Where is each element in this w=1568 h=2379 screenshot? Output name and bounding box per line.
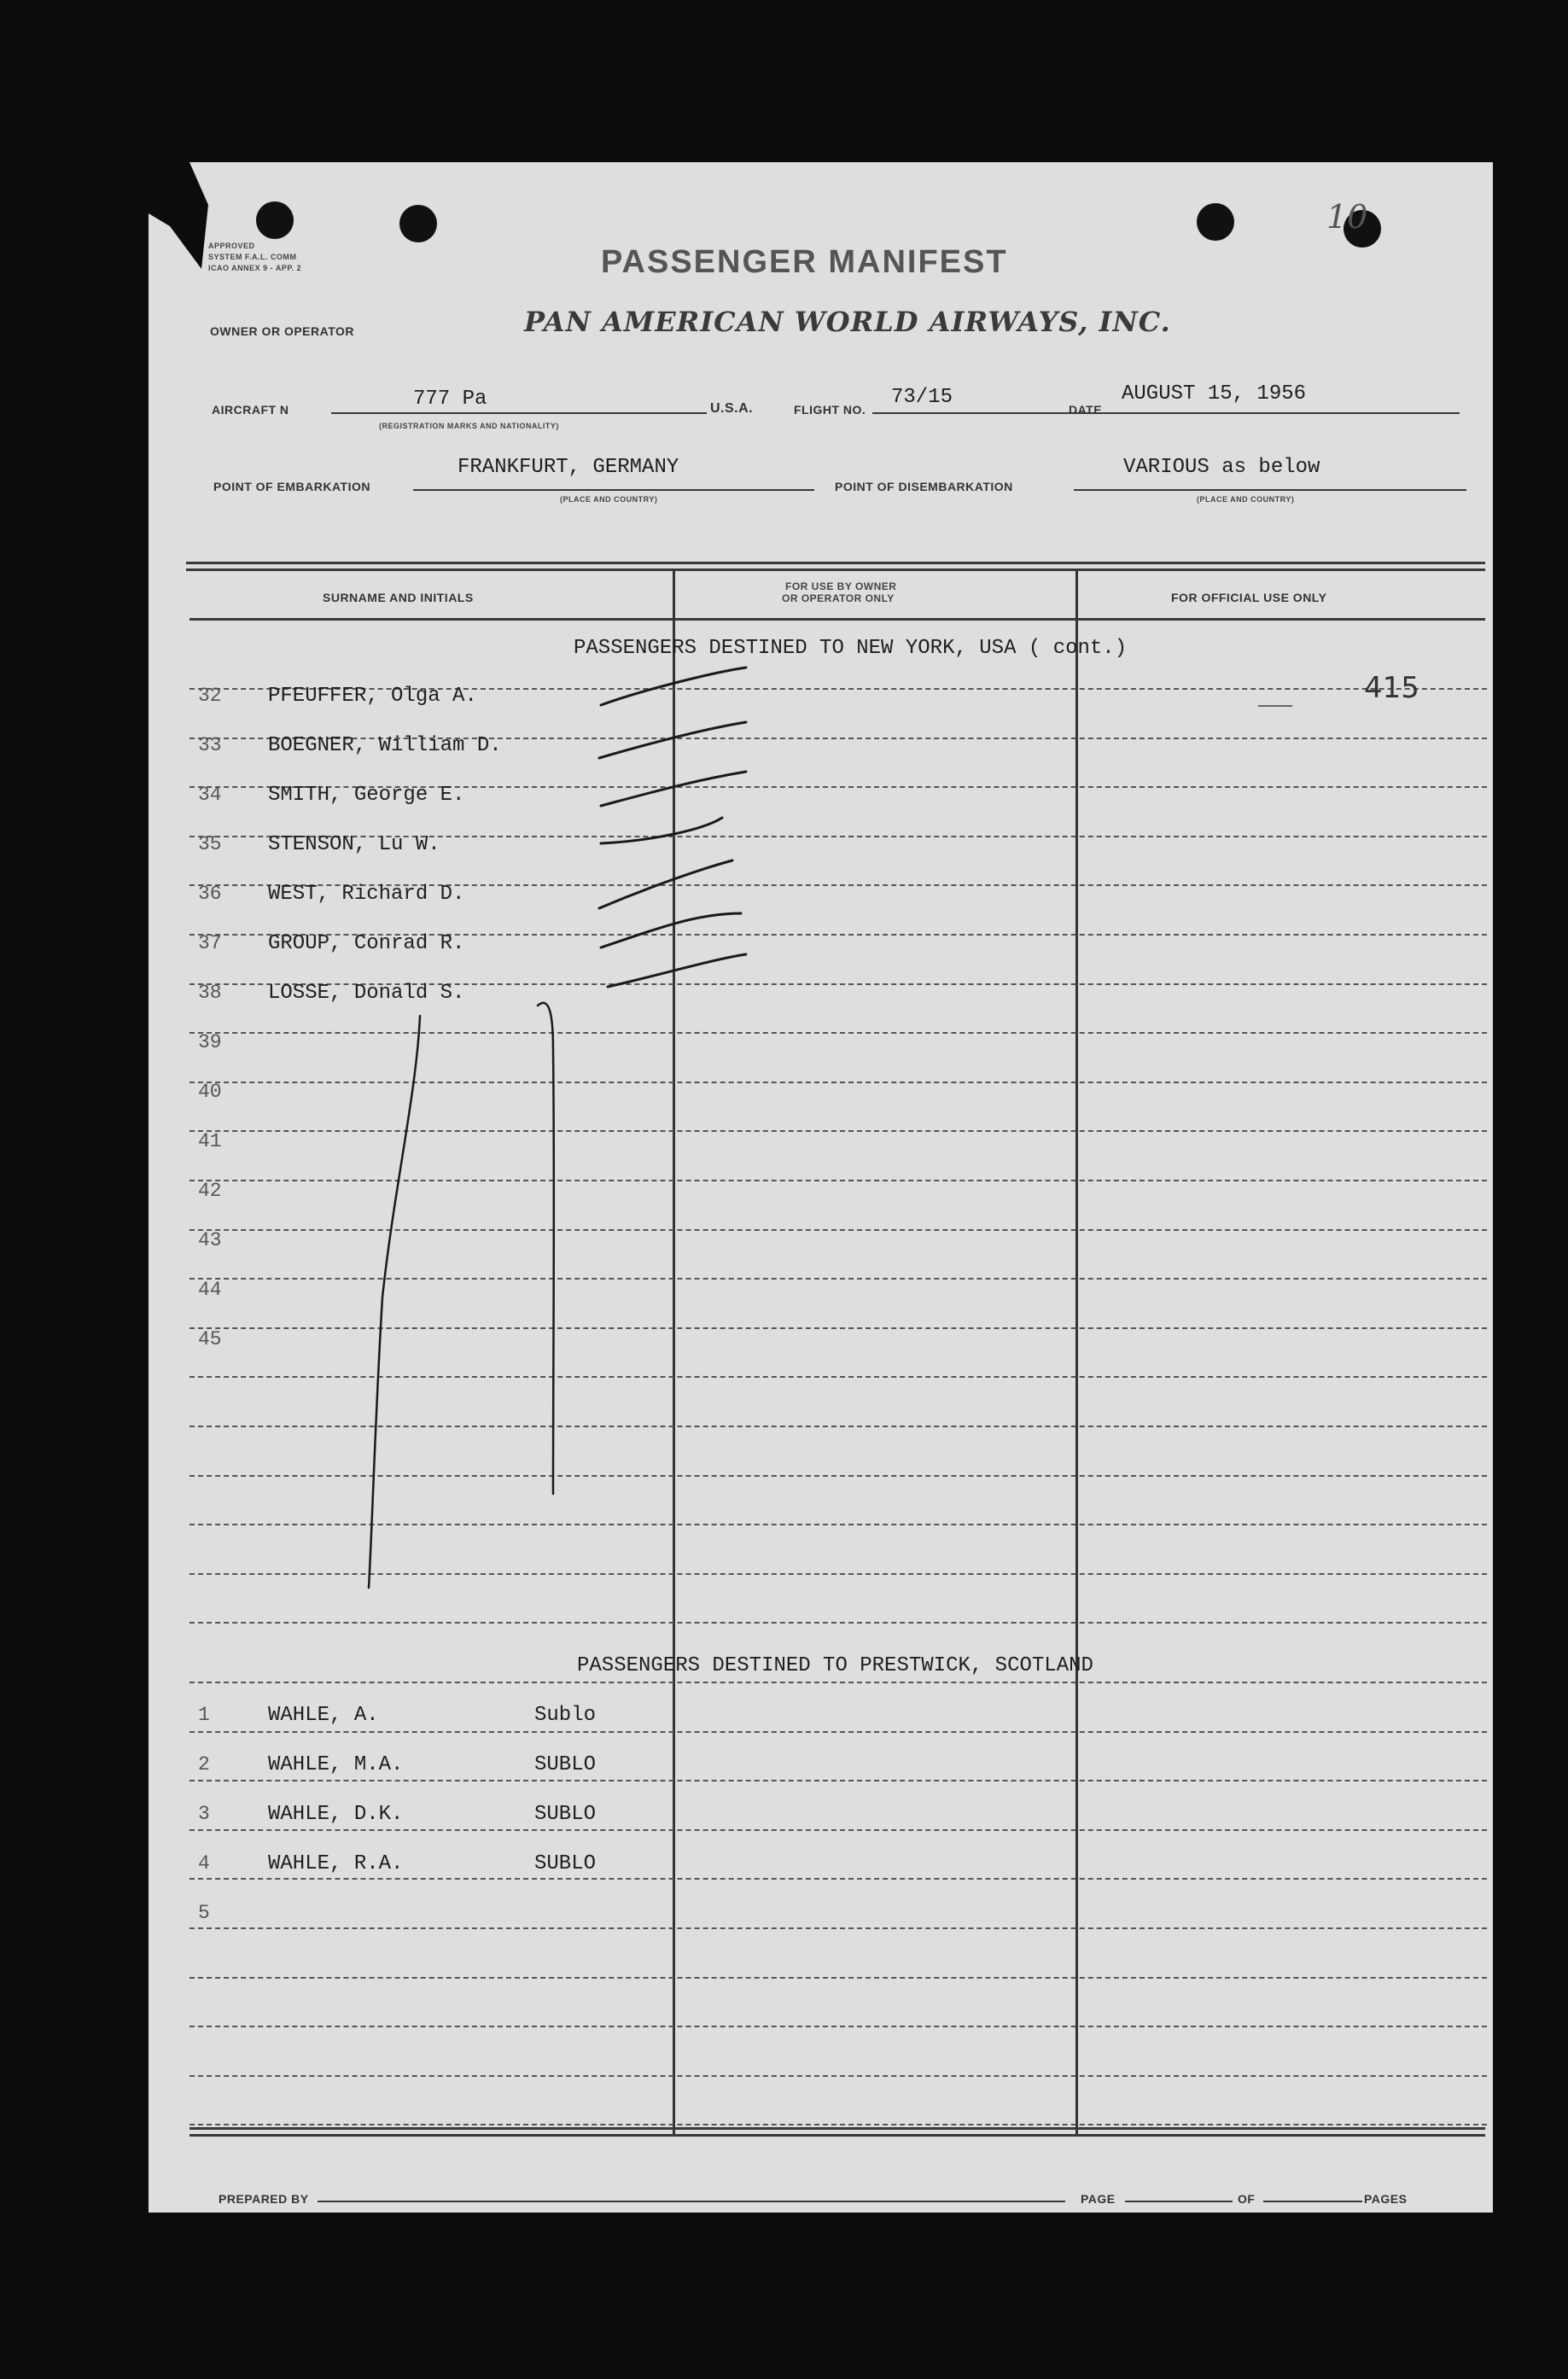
column-owner-use-1: FOR USE BY OWNER bbox=[785, 580, 897, 592]
aircraft-value: 777 Pa bbox=[413, 388, 487, 411]
row-number: 32 bbox=[198, 685, 222, 707]
flight-value: 73/15 bbox=[891, 386, 953, 409]
flight-label: FLIGHT NO. bbox=[794, 403, 866, 417]
passenger-name: WAHLE, M.A. bbox=[268, 1753, 404, 1776]
row-number: 33 bbox=[198, 734, 222, 756]
passenger-note: Sublo bbox=[534, 1704, 597, 1727]
column-surname: SURNAME AND INITIALS bbox=[323, 591, 474, 604]
row-number: 43 bbox=[198, 1229, 222, 1251]
page-title: PASSENGER MANIFEST bbox=[601, 244, 1008, 280]
row-number: 36 bbox=[198, 883, 222, 905]
manifest-sheet bbox=[149, 162, 1493, 2213]
passenger-name: SMITH, George E. bbox=[268, 784, 465, 807]
row-number: 38 bbox=[198, 982, 222, 1004]
approved-stamp: APPROVED SYSTEM F.A.L. COMM ICAO ANNEX 9 - APP. 2 bbox=[208, 242, 302, 272]
owner-label: OWNER OR OPERATOR bbox=[210, 324, 354, 338]
passenger-name: WAHLE, D.K. bbox=[268, 1803, 404, 1826]
row-number: 41 bbox=[198, 1130, 222, 1152]
passenger-name: PFEUFFER, Olga A. bbox=[268, 685, 477, 708]
passenger-name: WEST, Richard D. bbox=[268, 883, 465, 906]
row-number: 45 bbox=[198, 1328, 222, 1350]
registration-note: (REGISTRATION MARKS AND NATIONALITY) bbox=[379, 422, 559, 430]
passenger-name: WAHLE, A. bbox=[268, 1704, 379, 1727]
page-label: PAGE bbox=[1081, 2192, 1116, 2206]
row-number: 5 bbox=[198, 1902, 210, 1924]
corner-mark: 10 bbox=[1326, 198, 1368, 236]
pages-label: PAGES bbox=[1364, 2192, 1408, 2206]
section-heading-prestwick: PASSENGERS DESTINED TO PRESTWICK, SCOTLAND bbox=[577, 1654, 1093, 1677]
disembarkation-value: VARIOUS as below bbox=[1123, 456, 1320, 479]
owner-name: PAN AMERICAN WORLD AIRWAYS, INC. bbox=[524, 306, 1171, 338]
row-number: 34 bbox=[198, 784, 222, 806]
of-label: OF bbox=[1238, 2192, 1256, 2206]
handwritten-marks bbox=[149, 162, 1493, 2213]
passenger-note: SUBLO bbox=[534, 1753, 597, 1776]
row-number: 39 bbox=[198, 1031, 222, 1053]
passenger-name: LOSSE, Donald S. bbox=[268, 982, 465, 1005]
embarkation-place-note: (PLACE AND COUNTRY) bbox=[560, 495, 658, 504]
disembarkation-label: POINT OF DISEMBARKATION bbox=[835, 480, 1013, 493]
row-number: 40 bbox=[198, 1081, 222, 1103]
section-heading-new-york: PASSENGERS DESTINED TO NEW YORK, USA ( cont.) bbox=[574, 637, 1128, 660]
row-number: 1 bbox=[198, 1704, 210, 1726]
row-number: 3 bbox=[198, 1803, 210, 1825]
passenger-note: SUBLO bbox=[534, 1852, 597, 1875]
passenger-name: STENSON, Lu W. bbox=[268, 833, 440, 856]
aircraft-label: AIRCRAFT N bbox=[212, 403, 289, 417]
passenger-name: WAHLE, R.A. bbox=[268, 1852, 404, 1875]
row-number: 44 bbox=[198, 1279, 222, 1301]
prepared-by-label: PREPARED BY bbox=[219, 2192, 309, 2206]
row-number: 35 bbox=[198, 833, 222, 855]
official-note: 415 bbox=[1364, 671, 1419, 705]
row-number: 42 bbox=[198, 1180, 222, 1202]
usa-label: U.S.A. bbox=[710, 401, 754, 416]
embarkation-label: POINT OF EMBARKATION bbox=[213, 480, 370, 493]
passenger-name: GROUP, Conrad R. bbox=[268, 932, 465, 955]
passenger-name: BOEGNER, William D. bbox=[268, 734, 502, 757]
row-number: 37 bbox=[198, 932, 222, 954]
column-official: FOR OFFICIAL USE ONLY bbox=[1171, 591, 1327, 604]
disembarkation-place-note: (PLACE AND COUNTRY) bbox=[1197, 495, 1295, 504]
embarkation-value: FRANKFURT, GERMANY bbox=[458, 456, 679, 479]
passenger-note: SUBLO bbox=[534, 1803, 597, 1826]
column-owner-use-2: OR OPERATOR ONLY bbox=[782, 592, 895, 604]
row-number: 2 bbox=[198, 1753, 210, 1776]
date-label: DATE bbox=[1069, 403, 1103, 417]
row-number: 4 bbox=[198, 1852, 210, 1875]
date-value: AUGUST 15, 1956 bbox=[1122, 382, 1307, 405]
